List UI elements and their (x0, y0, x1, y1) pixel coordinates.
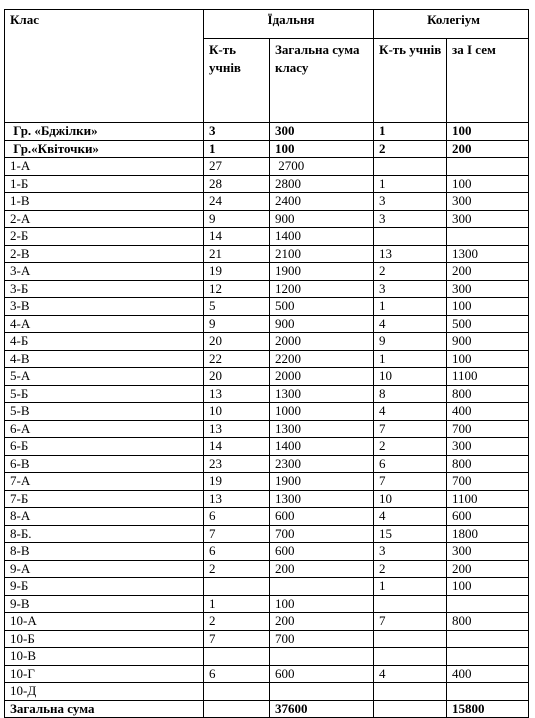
dining-sum-cell: 600 (270, 508, 374, 526)
dining-sum-cell: 300 (270, 123, 374, 141)
class-cell: 6-В (5, 455, 204, 473)
collegium-sum-cell: 100 (447, 350, 529, 368)
dining-sum-cell: 600 (270, 543, 374, 561)
class-cell: 3-А (5, 263, 204, 281)
collegium-count-cell: 2 (374, 438, 447, 456)
dining-count-cell: 6 (204, 543, 270, 561)
collegium-count-cell: 6 (374, 455, 447, 473)
dining-sum-cell: 900 (270, 315, 374, 333)
collegium-sum-cell (447, 630, 529, 648)
collegium-count-cell (374, 228, 447, 246)
collegium-count-cell: 7 (374, 613, 447, 631)
dining-count-cell: 13 (204, 385, 270, 403)
collegium-sum-cell: 300 (447, 193, 529, 211)
dining-sum-cell: 900 (270, 210, 374, 228)
dining-sum-cell (270, 578, 374, 596)
class-cell: 9-Б (5, 578, 204, 596)
dining-count-cell: 14 (204, 228, 270, 246)
table-row (5, 280, 529, 298)
dining-count-cell: 13 (204, 490, 270, 508)
table-row (5, 403, 529, 421)
dining-sum-cell: 2800 (270, 175, 374, 193)
collegium-count-cell: 7 (374, 420, 447, 438)
collegium-count-cell: 7 (374, 473, 447, 491)
collegium-count-cell: 10 (374, 368, 447, 386)
dining-count-cell: 7 (204, 525, 270, 543)
class-cell: 1-В (5, 193, 204, 211)
collegium-count-cell: 2 (374, 263, 447, 281)
table-row (5, 140, 529, 158)
dining-count-cell: 13 (204, 420, 270, 438)
class-cell: 7-Б (5, 490, 204, 508)
class-cell: Гр. «Бджілки» (5, 123, 204, 141)
table-row (5, 298, 529, 316)
collegium-sum-cell (447, 683, 529, 701)
collegium-sum-cell (447, 158, 529, 176)
class-cell: 6-А (5, 420, 204, 438)
collegium-sum-cell: 200 (447, 560, 529, 578)
dining-count-cell: 1 (204, 595, 270, 613)
dining-sum-cell: 100 (270, 595, 374, 613)
collegium-sum-cell: 800 (447, 455, 529, 473)
collegium-sum-cell: 1800 (447, 525, 529, 543)
collegium-count-cell: 3 (374, 210, 447, 228)
class-column-header: Клас (5, 10, 204, 123)
collegium-count-cell: 3 (374, 193, 447, 211)
collegium-sum-cell: 600 (447, 508, 529, 526)
collegium-count-cell: 1 (374, 350, 447, 368)
table-row (5, 315, 529, 333)
class-cell: 10-А (5, 613, 204, 631)
table-row (5, 175, 529, 193)
dining-sum-cell: 600 (270, 665, 374, 683)
collegium-count-cell (374, 595, 447, 613)
class-cell: 6-Б (5, 438, 204, 456)
collegium-sum-cell: 1100 (447, 368, 529, 386)
collegium-count-cell: 3 (374, 543, 447, 561)
collegium-count-cell: 8 (374, 385, 447, 403)
dining-count-cell: 9 (204, 210, 270, 228)
table-row (5, 560, 529, 578)
collegium-count-cell: 9 (374, 333, 447, 351)
dining-sum-cell (270, 648, 374, 666)
collegium-count-cell: 1 (374, 123, 447, 141)
collegium-count-cell: 4 (374, 315, 447, 333)
dining-sum-cell: 200 (270, 613, 374, 631)
dining-sum-cell: 1900 (270, 473, 374, 491)
collegium-count-cell (374, 683, 447, 701)
dining-sum-cell: 1900 (270, 263, 374, 281)
table-row (5, 595, 529, 613)
class-cell: 1-А (5, 158, 204, 176)
class-cell: 10-Д (5, 683, 204, 701)
dining-sum-cell: 200 (270, 560, 374, 578)
dining-sum-cell: 2700 (270, 158, 374, 176)
table-row (5, 193, 529, 211)
table-row (5, 613, 529, 631)
collegium-sum-cell: 400 (447, 665, 529, 683)
dining-sum-cell: 1300 (270, 420, 374, 438)
table-row (5, 210, 529, 228)
dining-count-cell: 3 (204, 123, 270, 141)
dining-group-header: Їдальня (204, 10, 374, 39)
dining-count-cell (204, 683, 270, 701)
collegium-sum-cell: 1100 (447, 490, 529, 508)
collegium-count-cell: 10 (374, 490, 447, 508)
dining-count-cell: 6 (204, 665, 270, 683)
class-cell: 4-Б (5, 333, 204, 351)
collegium-count-cell: 4 (374, 403, 447, 421)
dining-sum-cell: 1300 (270, 490, 374, 508)
table-row (5, 473, 529, 491)
class-cell: 2-Б (5, 228, 204, 246)
collegium-count-cell: 3 (374, 280, 447, 298)
collegium-sum-cell (447, 648, 529, 666)
table-row (5, 455, 529, 473)
dining-count-cell: 6 (204, 508, 270, 526)
dining-count-cell: 2 (204, 560, 270, 578)
class-cell: 5-Б (5, 385, 204, 403)
total-row (5, 700, 529, 718)
collegium-sum-cell: 100 (447, 578, 529, 596)
dining-sum-cell: 1400 (270, 228, 374, 246)
dining-count-cell: 7 (204, 630, 270, 648)
class-cell: 4-А (5, 315, 204, 333)
table-row (5, 123, 529, 141)
class-cell: 3-В (5, 298, 204, 316)
dining-sum-cell: 700 (270, 630, 374, 648)
dining-count-cell: 5 (204, 298, 270, 316)
table-row (5, 525, 529, 543)
table-row (5, 490, 529, 508)
collegium-sum-cell: 700 (447, 473, 529, 491)
collegium-sum-cell: 1300 (447, 245, 529, 263)
collegium-sum-cell: 300 (447, 210, 529, 228)
table-row (5, 158, 529, 176)
collegium-sum-cell: 700 (447, 420, 529, 438)
dining-sum-cell: 1200 (270, 280, 374, 298)
class-cell: 8-А (5, 508, 204, 526)
class-cell: 1-Б (5, 175, 204, 193)
table-body (5, 123, 529, 701)
collegium-sum-cell: 800 (447, 613, 529, 631)
table-row (5, 350, 529, 368)
collegium-sum-cell: 100 (447, 123, 529, 141)
dining-count-cell: 19 (204, 263, 270, 281)
class-cell: 9-В (5, 595, 204, 613)
class-cell: 3-Б (5, 280, 204, 298)
dining-count-cell (204, 578, 270, 596)
collegium-sum-cell (447, 228, 529, 246)
dining-count-cell: 22 (204, 350, 270, 368)
table-row (5, 385, 529, 403)
dining-count-cell: 20 (204, 368, 270, 386)
collegium-sum-cell: 200 (447, 140, 529, 158)
dining-count-cell: 10 (204, 403, 270, 421)
dining-sum-cell (270, 683, 374, 701)
table-row (5, 368, 529, 386)
table-row (5, 438, 529, 456)
class-cell: 10-Б (5, 630, 204, 648)
table-row (5, 578, 529, 596)
dining-sum-cell: 2100 (270, 245, 374, 263)
class-cell: 10-В (5, 648, 204, 666)
collegium-count-cell: 4 (374, 665, 447, 683)
table-row (5, 665, 529, 683)
collegium-sum-header: за І сем (447, 39, 529, 123)
total-collegium-sum: 15800 (447, 700, 529, 718)
collegium-sum-cell: 300 (447, 438, 529, 456)
class-cell: 8-В (5, 543, 204, 561)
collegium-count-cell: 1 (374, 175, 447, 193)
class-cell: 2-В (5, 245, 204, 263)
collegium-sum-cell: 400 (447, 403, 529, 421)
dining-count-cell: 28 (204, 175, 270, 193)
table-row (5, 420, 529, 438)
total-dining-count (204, 700, 270, 718)
total-dining-sum: 37600 (270, 700, 374, 718)
table-row (5, 543, 529, 561)
collegium-count-cell: 15 (374, 525, 447, 543)
header-row-groups (5, 10, 529, 39)
class-cell: 9-А (5, 560, 204, 578)
collegium-group-header: Колегіум (374, 10, 529, 39)
collegium-count-cell: 2 (374, 140, 447, 158)
collegium-sum-cell: 300 (447, 280, 529, 298)
collegium-sum-cell: 300 (447, 543, 529, 561)
class-cell: 8-Б. (5, 525, 204, 543)
class-cell: 5-А (5, 368, 204, 386)
collegium-count-cell: 1 (374, 298, 447, 316)
collegium-count-cell (374, 648, 447, 666)
collegium-count-header: К-ть учнів (374, 39, 447, 123)
table-row (5, 683, 529, 701)
collegium-sum-cell (447, 595, 529, 613)
class-cell: 4-В (5, 350, 204, 368)
collegium-sum-cell: 100 (447, 175, 529, 193)
table-row (5, 228, 529, 246)
dining-count-cell (204, 648, 270, 666)
dining-count-cell: 19 (204, 473, 270, 491)
payments-table (4, 9, 529, 718)
class-cell: 7-А (5, 473, 204, 491)
dining-sum-cell: 1000 (270, 403, 374, 421)
table-row (5, 333, 529, 351)
dining-count-cell: 9 (204, 315, 270, 333)
dining-sum-cell: 2400 (270, 193, 374, 211)
dining-sum-cell: 2300 (270, 455, 374, 473)
total-label: Загальна сума (5, 700, 204, 718)
class-cell: Гр.«Квіточки» (5, 140, 204, 158)
table-row (5, 630, 529, 648)
dining-sum-cell: 500 (270, 298, 374, 316)
collegium-count-cell: 13 (374, 245, 447, 263)
class-cell: 2-А (5, 210, 204, 228)
dining-count-cell: 21 (204, 245, 270, 263)
total-collegium-count (374, 700, 447, 718)
collegium-count-cell: 4 (374, 508, 447, 526)
table-row (5, 263, 529, 281)
table-row (5, 508, 529, 526)
dining-count-cell: 12 (204, 280, 270, 298)
dining-sum-cell: 1400 (270, 438, 374, 456)
dining-count-cell: 27 (204, 158, 270, 176)
collegium-sum-cell: 800 (447, 385, 529, 403)
table-row (5, 648, 529, 666)
dining-sum-cell: 700 (270, 525, 374, 543)
dining-count-cell: 2 (204, 613, 270, 631)
collegium-sum-cell: 900 (447, 333, 529, 351)
dining-count-cell: 24 (204, 193, 270, 211)
dining-count-cell: 14 (204, 438, 270, 456)
collegium-count-cell (374, 630, 447, 648)
dining-count-cell: 23 (204, 455, 270, 473)
dining-count-cell: 20 (204, 333, 270, 351)
class-cell: 10-Г (5, 665, 204, 683)
dining-sum-cell: 1300 (270, 385, 374, 403)
collegium-count-cell: 1 (374, 578, 447, 596)
dining-sum-header: Загальна сума класу (270, 39, 374, 123)
table-row (5, 245, 529, 263)
collegium-sum-cell: 500 (447, 315, 529, 333)
collegium-count-cell (374, 158, 447, 176)
dining-sum-cell: 2000 (270, 333, 374, 351)
dining-count-header: К-ть учнів (204, 39, 270, 123)
dining-count-cell: 1 (204, 140, 270, 158)
collegium-sum-cell: 200 (447, 263, 529, 281)
class-cell: 5-В (5, 403, 204, 421)
collegium-count-cell: 2 (374, 560, 447, 578)
dining-sum-cell: 100 (270, 140, 374, 158)
collegium-sum-cell: 100 (447, 298, 529, 316)
dining-sum-cell: 2000 (270, 368, 374, 386)
dining-sum-cell: 2200 (270, 350, 374, 368)
